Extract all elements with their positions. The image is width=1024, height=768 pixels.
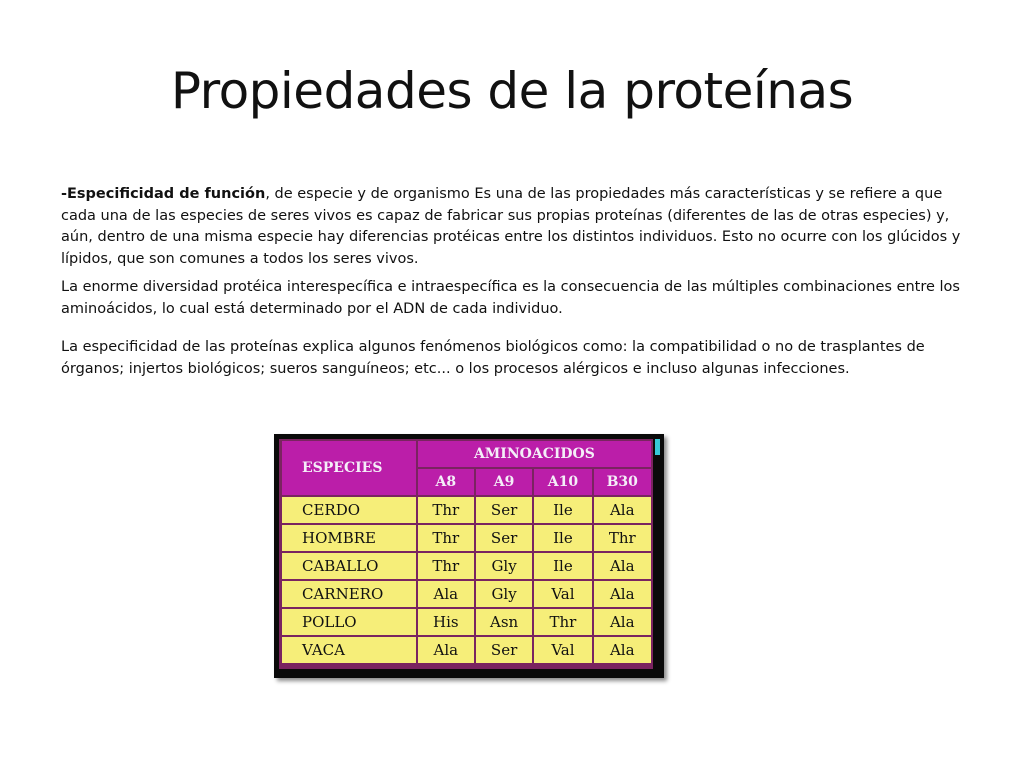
column-header-a9: A9 <box>476 469 532 495</box>
table-row <box>282 497 651 523</box>
table-row <box>282 637 651 663</box>
value-cell: Ile <box>534 525 591 551</box>
value-cell: Asn <box>476 609 532 635</box>
species-cell: VACA <box>282 637 416 663</box>
species-cell: HOMBRE <box>282 525 416 551</box>
value-cell: Ala <box>418 637 474 663</box>
table-row <box>282 525 651 551</box>
species-cell: CERDO <box>282 497 416 523</box>
specificity-term: -Especificidad de función <box>61 186 266 202</box>
value-cell: Gly <box>476 581 532 607</box>
value-cell: Ala <box>594 637 652 663</box>
amino-acid-table <box>280 439 653 665</box>
paragraph-specificity <box>61 184 967 270</box>
value-cell: Thr <box>418 525 474 551</box>
column-header-b30: B30 <box>594 469 652 495</box>
value-cell: Ser <box>476 525 532 551</box>
table-header-row-1 <box>282 441 651 467</box>
value-cell: Ile <box>534 553 591 579</box>
value-cell: Thr <box>418 553 474 579</box>
slide-title: Propiedades de la proteínas <box>170 62 854 120</box>
value-cell: His <box>418 609 474 635</box>
value-cell: Thr <box>418 497 474 523</box>
value-cell: Ile <box>534 497 591 523</box>
slide-body <box>61 184 967 387</box>
table-inner-frame <box>279 439 653 669</box>
species-cell: CARNERO <box>282 581 416 607</box>
specificity-text: , de especie y de organismo Es una de las propiedades más características y se refiere a que cada una de las especies de seres vivos es capaz de fabricar sus propias proteínas (diferentes de las de otras especies) y, aún, dentro de una misma especie hay diferencias protéicas entre los distintos individuos. Esto no ocurre con los glúcidos y lípidos, que son comunes a todos los seres vivos. <box>61 186 961 267</box>
paragraph-phenomena: La especificidad de las proteínas explica algunos fenómenos biológicos como: la compatibilidad o no de trasplantes de órganos; injertos biológicos; sueros sanguíneos; etc... o los procesos alérgicos e incluso algunas infecciones. <box>61 339 925 377</box>
paragraph-diversity: La enorme diversidad protéica interespecífica e intraespecífica es la consecuencia de las múltiples combinaciones entre los aminoácidos, lo cual está determinado por el ADN de cada individuo. <box>61 279 960 317</box>
value-cell: Ala <box>594 553 652 579</box>
column-header-a10: A10 <box>534 469 591 495</box>
amino-acid-table-image <box>274 434 664 678</box>
table-row <box>282 581 651 607</box>
header-aminoacids: AMINOACIDOS <box>418 441 651 467</box>
table-row <box>282 609 651 635</box>
value-cell: Thr <box>594 525 652 551</box>
cyan-edge-mark <box>655 439 660 455</box>
species-cell: CABALLO <box>282 553 416 579</box>
value-cell: Thr <box>534 609 591 635</box>
value-cell: Val <box>534 581 591 607</box>
value-cell: Val <box>534 637 591 663</box>
species-cell: POLLO <box>282 609 416 635</box>
value-cell: Ser <box>476 637 532 663</box>
table-row <box>282 553 651 579</box>
column-header-a8: A8 <box>418 469 474 495</box>
header-species: ESPECIES <box>282 441 416 495</box>
value-cell: Ala <box>594 581 652 607</box>
value-cell: Ser <box>476 497 532 523</box>
value-cell: Ala <box>594 497 652 523</box>
value-cell: Gly <box>476 553 532 579</box>
value-cell: Ala <box>418 581 474 607</box>
value-cell: Ala <box>594 609 652 635</box>
